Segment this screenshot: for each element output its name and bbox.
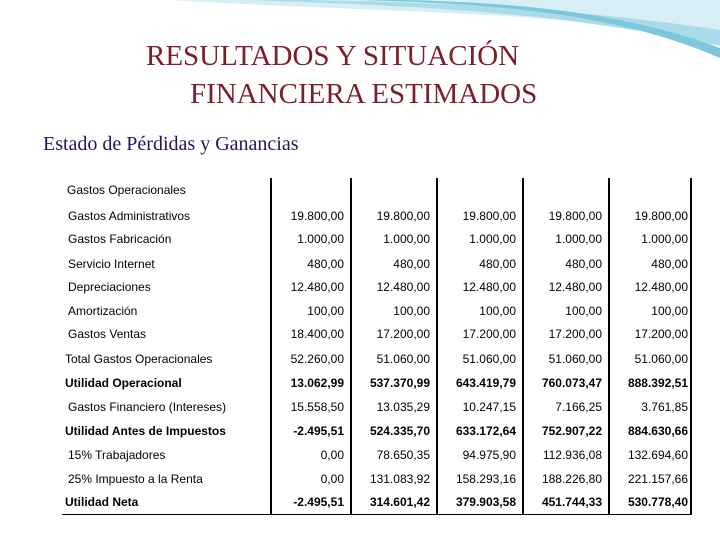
- value-cell: 94.975,90: [462, 448, 516, 462]
- value-cell: -2.495,51: [293, 495, 344, 509]
- table-row: [62, 206, 692, 226]
- value-cell: 884.630,66: [627, 424, 688, 438]
- value-cell: 17.200,00: [462, 327, 516, 341]
- value-cell: 12.480,00: [290, 280, 344, 294]
- table-row: [62, 324, 692, 344]
- value-cell: 0,00: [320, 448, 344, 462]
- table-row: [62, 421, 692, 441]
- value-cell: 1.000,00: [469, 232, 516, 246]
- value-cell: 100,00: [479, 304, 516, 318]
- title-line-2: FINANCIERA ESTIMADOS: [190, 78, 538, 110]
- income-statement-table: [62, 178, 692, 518]
- table-row: [62, 229, 692, 249]
- table-row: [62, 301, 692, 321]
- table-row: [62, 469, 692, 489]
- table-row: [62, 397, 692, 417]
- value-cell: 12.480,00: [462, 280, 516, 294]
- value-cell: 19.800,00: [376, 209, 430, 223]
- value-cell: 1.000,00: [297, 232, 344, 246]
- row-label: Depreciaciones: [68, 280, 151, 294]
- table-row: [62, 373, 692, 393]
- value-cell: 12.480,00: [548, 280, 602, 294]
- value-cell: 100,00: [393, 304, 430, 318]
- row-label: Gastos Administrativos: [68, 209, 191, 223]
- row-label: Utilidad Antes de Impuestos: [65, 424, 226, 438]
- value-cell: 530.778,40: [627, 495, 688, 509]
- value-cell: 52.260,00: [290, 352, 344, 366]
- row-label: Gastos Ventas: [68, 327, 147, 341]
- value-cell: 379.903,58: [455, 495, 516, 509]
- value-cell: 19.800,00: [290, 209, 344, 223]
- value-cell: 100,00: [651, 304, 688, 318]
- row-label: Gastos Fabricación: [68, 232, 172, 246]
- value-cell: 13.062,99: [290, 376, 344, 390]
- row-label: Amortización: [68, 304, 138, 318]
- value-cell: 112.936,08: [542, 448, 602, 462]
- value-cell: 12.480,00: [634, 280, 688, 294]
- value-cell: 524.335,70: [369, 424, 430, 438]
- value-cell: 100,00: [565, 304, 602, 318]
- row-label: 25% Impuesto a la Renta: [68, 472, 203, 486]
- row-label: 15% Trabajadores: [68, 448, 166, 462]
- value-cell: 480,00: [479, 257, 516, 271]
- value-cell: 51.060,00: [462, 352, 516, 366]
- value-cell: 752.907,22: [541, 424, 602, 438]
- value-cell: 760.073,47: [541, 376, 602, 390]
- section-header: Gastos Operacionales: [67, 183, 186, 197]
- title-line-1: RESULTADOS Y SITUACIÓN: [146, 40, 520, 72]
- value-cell: 19.800,00: [634, 209, 688, 223]
- value-cell: 633.172,64: [455, 424, 516, 438]
- value-cell: 7.166,25: [555, 400, 602, 414]
- table-row: [62, 254, 692, 274]
- value-cell: 480,00: [393, 257, 430, 271]
- value-cell: 18.400,00: [290, 327, 344, 341]
- value-cell: 643.419,79: [455, 376, 516, 390]
- value-cell: 158.293,16: [455, 472, 516, 486]
- value-cell: 188.226,80: [541, 472, 602, 486]
- value-cell: 3.761,85: [641, 400, 688, 414]
- value-cell: -2.495,51: [293, 424, 344, 438]
- value-cell: 17.200,00: [634, 327, 688, 341]
- value-cell: 10.247,15: [462, 400, 516, 414]
- value-cell: 480,00: [307, 257, 344, 271]
- value-cell: 451.744,33: [541, 495, 602, 509]
- value-cell: 1.000,00: [641, 232, 688, 246]
- value-cell: 132.694,60: [627, 448, 688, 462]
- value-cell: 100,00: [307, 304, 344, 318]
- row-label: Utilidad Neta: [65, 495, 139, 509]
- value-cell: 131.083,92: [369, 472, 430, 486]
- row-label: Gastos Financiero (Intereses): [68, 400, 227, 414]
- value-cell: 221.157,66: [627, 472, 688, 486]
- value-cell: 0,00: [320, 472, 344, 486]
- value-cell: 17.200,00: [548, 327, 602, 341]
- value-cell: 537.370,99: [369, 376, 430, 390]
- value-cell: 51.060,00: [634, 352, 688, 366]
- value-cell: 1.000,00: [383, 232, 430, 246]
- value-cell: 12.480,00: [376, 280, 430, 294]
- value-cell: 13.035,29: [376, 400, 430, 414]
- row-label: Utilidad Operacional: [65, 376, 182, 390]
- value-cell: 888.392,51: [627, 376, 688, 390]
- value-cell: 1.000,00: [555, 232, 602, 246]
- value-cell: 19.800,00: [462, 209, 516, 223]
- value-cell: 78.650,35: [376, 448, 430, 462]
- table-row: [62, 277, 692, 297]
- value-cell: 51.060,00: [548, 352, 602, 366]
- statement-subtitle: Estado de Pérdidas y Ganancias: [43, 133, 299, 155]
- value-cell: 51.060,00: [376, 352, 430, 366]
- table-row: [62, 349, 692, 369]
- table-row: [62, 492, 692, 512]
- value-cell: 19.800,00: [548, 209, 602, 223]
- value-cell: 15.558,50: [290, 400, 344, 414]
- value-cell: 314.601,42: [369, 495, 430, 509]
- table-bottom-border: [62, 514, 692, 515]
- row-label: Total Gastos Operacionales: [65, 352, 213, 366]
- value-cell: 480,00: [651, 257, 688, 271]
- row-label: Servicio Internet: [68, 257, 155, 271]
- table-row: [62, 445, 692, 465]
- value-cell: 17.200,00: [376, 327, 430, 341]
- value-cell: 480,00: [565, 257, 602, 271]
